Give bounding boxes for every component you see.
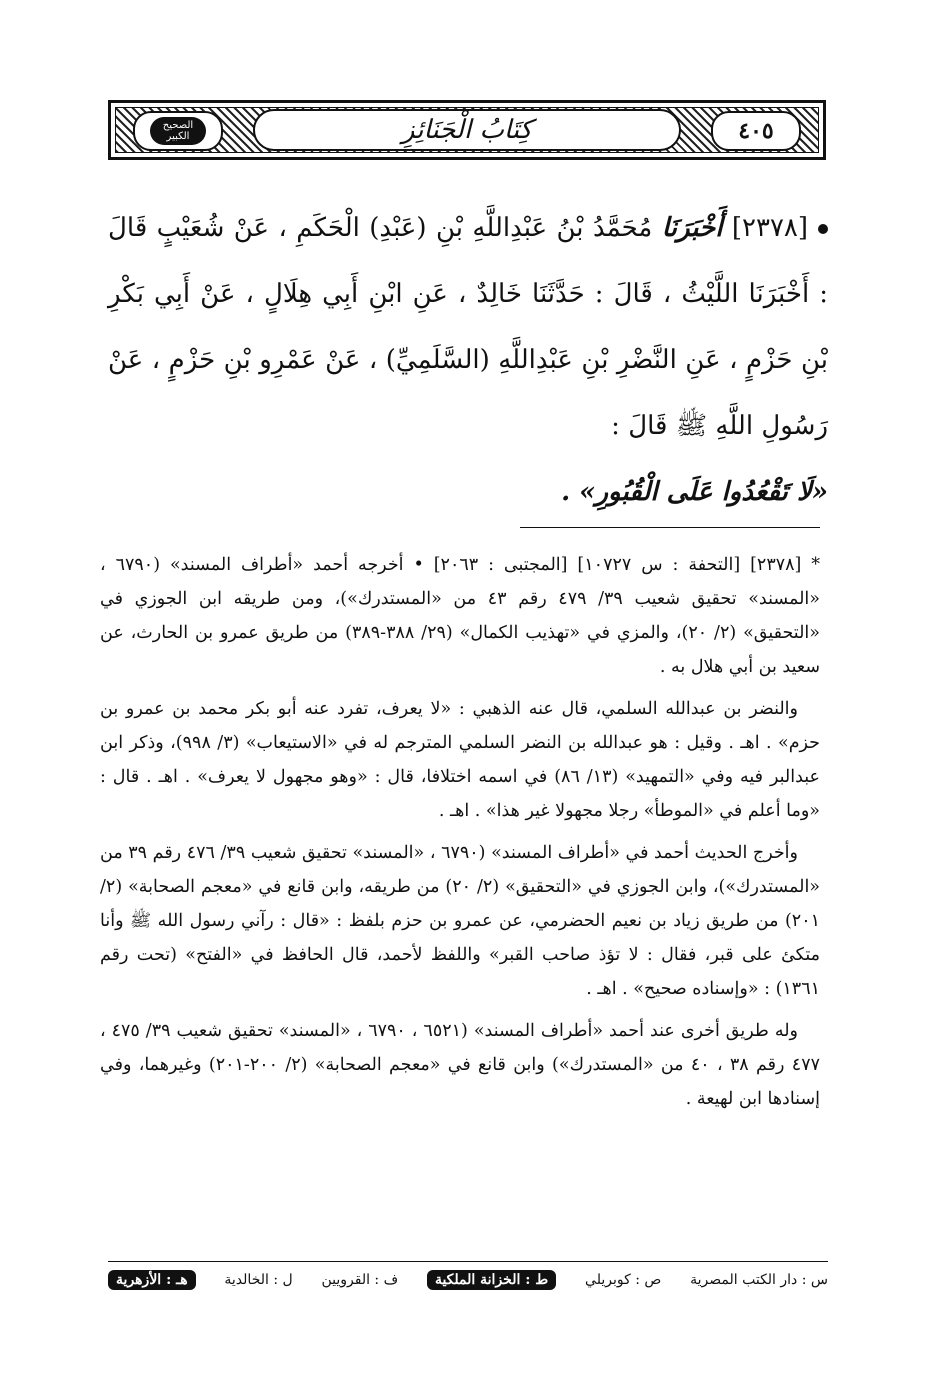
- legend-item: ل : الخالدية: [224, 1272, 293, 1288]
- footnote-divider: [520, 527, 820, 528]
- book-title: كِتَابُ الْجَنَائِزِ: [401, 115, 533, 145]
- page-number: ٤٠٥: [738, 118, 774, 144]
- footnote-paragraph: * [٢٣٧٨] [التحفة : س ١٠٧٢٧] [المجتبى : ٢٠٦٣] • أخرجه أحمد «أطراف المسند» (٦٧٩٠ ، «المسند» تحقيق شعيب ٣٩/ ٤٧٩ رقم ٤٣ من «المستدرك»)، ومن طريقه ابن الجوزي في «التحقيق» (٢/ ٢٠)، والمزي في «تهذيب الكمال» (٢٩/ ٣٨٨-٣٨٩) من طريق عمرو بن الحارث، عن سعيد بن أبي هلال به .: [100, 555, 821, 677]
- hadith-number: [٢٣٧٨]: [731, 213, 809, 243]
- legend-item: ف : القرويين: [321, 1272, 399, 1288]
- footnote-paragraph: وله طريق أخرى عند أحمد «أطراف المسند» (٦٥٢١ ، ٦٧٩٠ ، «المسند» تحقيق شعيب ٣٩/ ٤٧٥ ، ٤٧٧ رقم ٣٨ ، ٤٠ من «المستدرك») وابن قانع في «معجم الصحابة» (٢/ ٢٠٠-٢٠١) وغيرهما، وفي إسنادها ابن لهيعة .: [100, 1021, 820, 1109]
- seal-logo: الصحيح الكبير: [150, 117, 206, 145]
- bullet-icon: [818, 224, 828, 234]
- footnotes: [100, 548, 820, 1124]
- hadith-text: [108, 195, 828, 525]
- page-number-box: [711, 111, 801, 151]
- footnote-paragraph: وأخرج الحديث أحمد في «أطراف المسند» (٦٧٩٠ ، «المسند» تحقيق شعيب ٣٩/ ٤٧٦ رقم ٣٩ من «المستدرك»)، وابن الجوزي في «التحقيق» (٢/ ٢٠) من طريقه، وابن قانع في «معجم الصحابة» (٢/ ٢٠١) من طريق زياد بن نعيم الحضرمي، عن عمرو بن حزم بلفظ : «قال : رآني رسول الله ﷺ وأنا متكئ على قبر، فقال : لا تؤذ صاحب القبر» واللفظ لأحمد، قال الحافظ في «الفتح» (تحت رقم ١٣٦١) : «وإسناده صحيح» . اهـ .: [100, 843, 821, 999]
- hadith-chain: مُحَمَّدُ بْنُ عَبْدِاللَّهِ بْنِ (عَبْدِ) الْحَكَمِ ، عَنْ شُعَيْبٍ قَالَ : أَخْبَرَنَا اللَّيْثُ ، قَالَ : حَدَّثَنَا خَالِدٌ ، عَنِ ابْنِ أَبِي هِلَالٍ ، عَنْ أَبِي بَكْرِ بْنِ حَزْمٍ ، عَنِ النَّضْرِ بْنِ عَبْدِاللَّهِ (السَّلَمِيِّ) ، عَنْ عَمْرِو بْنِ حَزْمٍ ، عَنْ رَسُولِ اللَّهِ ﷺ قَالَ :: [108, 213, 828, 441]
- seal-box: [133, 111, 223, 151]
- legend-item: س : دار الكتب المصرية: [690, 1272, 828, 1288]
- footnote-paragraph: والنضر بن عبدالله السلمي، قال عنه الذهبي : «لا يعرف، تفرد عنه أبو بكر محمد بن عمرو بن حزم» . اهـ . وقيل : هو عبدالله بن النضر السلمي المترجم له في «الاستيعاب» (٣/ ٩٩٨)، وذكر ابن عبدالبر فيه وفي «التمهيد» (١٣/ ٨٦) في اسمه اختلافا، قال : «وهو مجهول لا يعرف» . اهـ . قال : «وما أعلم في «الموطأ» رجلا مجهولا غير هذا» . اهـ .: [100, 699, 820, 821]
- hadith-quote: «لَا تَقْعُدُوا عَلَى الْقُبُورِ» .: [561, 477, 828, 507]
- page-header: [108, 100, 826, 160]
- manuscript-legend: [108, 1266, 828, 1294]
- legend-item-highlight: هـ : الأزهرية: [108, 1270, 196, 1290]
- legend-item: ص : كوبريلي: [585, 1272, 662, 1288]
- legend-divider: [108, 1261, 828, 1262]
- hadith-lead: أَخْبَرَنَا: [661, 213, 723, 243]
- legend-item-highlight: ط : الخزانة الملكية: [427, 1270, 556, 1290]
- book-title-box: [253, 109, 681, 151]
